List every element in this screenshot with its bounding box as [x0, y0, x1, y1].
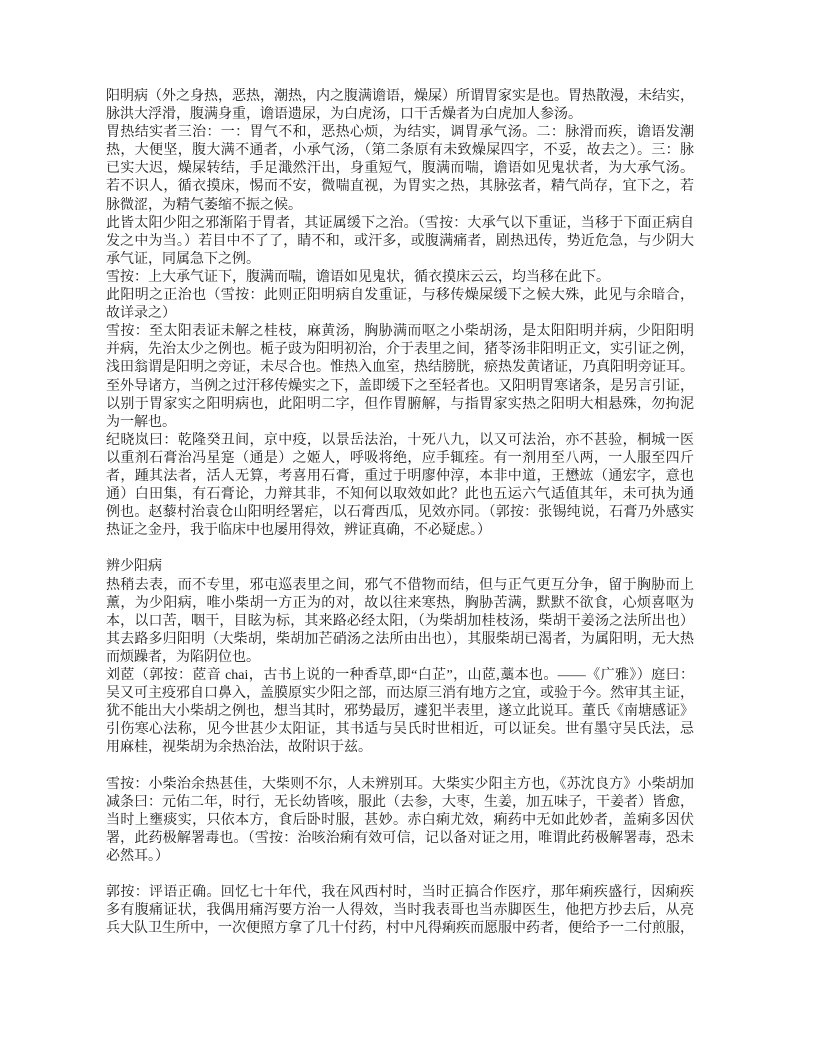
text-line: 阳明病（外之身热，恶热，潮热，内之腹满谵语，燥屎）所谓胃家实是也。胃热散漫，未结实，: [106, 89, 694, 104]
text-line: 用麻桂，视柴胡为余热治法，故附识于兹。: [106, 740, 372, 756]
text-line: 至外导诸方，当例之过汗移传燥实之下，盖即缓下之至轻者也。又阳明胃寒诸条，是另言引证，: [106, 378, 694, 394]
text-line: 并病，先治太少之例也。栀子豉为阳明初治，介于表里之间，猪苓汤非阳明正文，实引证之例，: [106, 342, 694, 358]
text-line: 热证之金丹，我于临床中也屡用得效，辨证真确，不必疑虑。）: [106, 523, 491, 539]
text-line: 承气证，同属急下之例。: [106, 251, 260, 267]
text-line: 以重剂石膏治冯星寔（通是）之姬人，呼吸将绝，应手辄痊。有一剂用至八两，一人服至四斤: [106, 450, 694, 466]
text-line: 引伤寒心法称，见今世甚少太阳证，其书适与吴氏时世相近，可以证矣。世有墨守吴氏法，忌: [106, 722, 694, 738]
text-line: 纪晓岚曰：乾隆癸丑间，京中疫，以景岳法治，十死八九，以又可法治，亦不甚验，桐城一医: [106, 432, 694, 448]
section-heading-bianshaoyangbing: 辨少阳病: [106, 559, 162, 575]
text-line: 者，踵其法者，活人无算，考喜用石膏，重过于明廖仲淳，本非中道，王懋竑（通宏字，意也: [106, 468, 694, 484]
text-line: 其去路多归阳明（大柴胡，柴胡加芒硝汤之法所由出也），其服柴胡已渴者，为属阳明，无大热: [106, 631, 694, 647]
document-body: [106, 88, 694, 938]
text-line: 郭按：评语正确。回忆七十年代，我在风西村时，当时正搞合作医疗，那年痢疾盛行，因痢疾: [106, 885, 694, 901]
text-line: 发之中为当。）若目中不了了，睛不和，或汗多，或腹满痛者，剧热迅传，势近危急，与少阴大: [106, 233, 694, 249]
text-line: 犹不能出大小柴胡之例也，想当其时，邪势最厉，遽犯半表里，遂立此说耳。董氏《南塘感证》: [106, 704, 694, 720]
blank-line: [106, 540, 694, 558]
text-line: 以别于胃家实之阳明病也，此阳明二字，但作胃腑解，与指胃家实热之阳明大相悬殊，勿拘泥: [106, 396, 694, 412]
text-line: 脉洪大浮滑，腹满身重，谵语遗尿，为白虎汤，口干舌燥者为白虎加人参汤。: [106, 107, 582, 123]
text-line: 雪按：小柴治余热甚佳，大柴则不尔，人未辨别耳。大柴实少阳主方也，《苏沈良方》小柴胡加: [106, 776, 694, 792]
text-line: 署，此药极解署毒也。（雪按：治咳治痢有效可信，记以备对证之用，唯谓此药极解署毒，恐未: [106, 830, 694, 846]
text-line: 若不识人，循衣摸床，惕而不安，微喘直视，为胃实之热，其脉弦者，精气尚存，宜下之，若: [106, 179, 694, 195]
text-line: 脉微涩，为精气萎缩不振之候。: [106, 197, 302, 213]
text-line: 而烦躁者，为陷阴位也。: [106, 649, 260, 665]
text-line: 多有腹痛证状，我偶用痛泻要方治一人得效，当时我表哥也当赤脚医生，他把方抄去后，从亮: [106, 903, 694, 919]
text-line: 减条曰：元佑二年，时行，无长幼皆咳，服此（去参，大枣，生姜，加五味子，干姜者）皆愈，: [106, 794, 694, 810]
text-line: 当时上壅痰实，只依本方，食后卧时服，甚妙。赤白痢尤效，痢药中无如此妙者，盖痢多因伏: [106, 812, 694, 828]
text-line: 雪按：至太阳表证未解之桂枝，麻黄汤，胸胁满而呕之小柴胡汤，是太阳阳明并病，少阳阳明: [106, 324, 694, 340]
blank-line: [106, 757, 694, 775]
text-line: 刘茝（郭按：茝音 chai，古书上说的一种香草,即“白芷”，山茝,藁本也。——《广雅》）庭曰：: [106, 668, 694, 683]
text-line: 薰，为少阳病，唯小柴胡一方正为的对，故以往来寒热，胸胁苦满，默默不欲食，心烦喜呕为: [106, 595, 694, 611]
text-line: 本，以口苦，咽干，目眩为标，其来路必经太阳，（为柴胡加桂枝汤，柴胡干姜汤之法所出也）: [106, 613, 694, 629]
text-line: 此皆太阳少阳之邪渐陷于胃者，其证属缓下之治。（雪按：大承气以下重证，当移于下面正病自: [106, 215, 694, 231]
text-line: 通）白田集，有石膏论，力辩其非，不知何以取效如此？此也五运六气适值其年，未可执为通: [106, 487, 694, 503]
text-line: 故详录之）: [106, 306, 176, 322]
text-line: 热，大便坚，腹大满不通者，小承气汤，（第二条原有未致燥屎四字，不妥，故去之）。三：脉: [106, 143, 694, 159]
text-line: 浅田翁谓是阳明之旁证，未尽合也。惟热入血室，热结膀胱，瘀热发黄诸证，乃真阳明旁证耳。: [106, 360, 694, 376]
text-line: 为一解也。: [106, 414, 176, 430]
text-line: 兵大队卫生所中，一次便照方拿了几十付药，村中凡得痢疾而愿服中药者，便给予一二付煎服，: [106, 921, 694, 937]
text-line: 例也。赵藜村治袁仓山阳明经署疟，以石膏西瓜，见效亦同。（郭按：张锡纯说，石膏乃外感实: [106, 505, 694, 521]
text-line: 已实大迟，燥屎转结，手足濈然汗出，身重短气，腹满而喘，谵语如见鬼状者，为大承气汤。: [106, 161, 694, 177]
text-line: 吴又可主疫邪自口鼻入，盖膜原实少阳之部，而达原三消有地方之宜，或验于今。然审其主证，: [106, 686, 694, 702]
text-line: 此阳明之正治也（雪按：此则正阳明病自发重证，与移传燥屎缓下之候大殊，此见与余暗合，: [106, 288, 694, 304]
text-line: 必然耳。）: [106, 848, 169, 864]
blank-line: [106, 866, 694, 884]
text-line: 雪按：上大承气证下，腹满而喘，谵语如见鬼状，循衣摸床云云，均当移在此下。: [106, 269, 610, 285]
text-line: 热稍去表，而不专里，邪屯巡表里之间，邪气不借物而结，但与正气更互分争，留于胸胁而上: [106, 577, 694, 593]
text-line: 胃热结实者三治：一：胃气不和，恶热心烦，为结实，调胃承气汤。二：脉滑而疾，谵语发潮: [106, 125, 694, 141]
